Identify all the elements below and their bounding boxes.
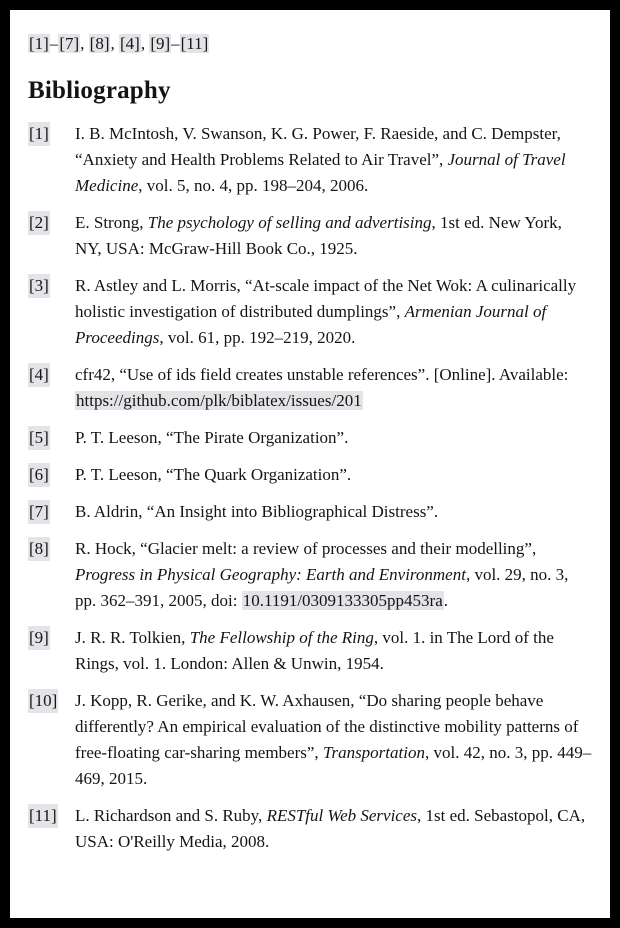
work-title: The psychology of selling and advertising bbox=[147, 213, 432, 232]
reference-entry bbox=[28, 625, 592, 677]
reference-entry bbox=[28, 273, 592, 351]
citation-ref-link[interactable]: [8] bbox=[89, 34, 110, 53]
citation-ref-link[interactable]: [1] bbox=[29, 34, 49, 53]
work-title: The Fellowship of the Ring bbox=[189, 628, 374, 647]
document-page bbox=[10, 10, 610, 918]
text-segment: L. Richardson and S. Ruby, bbox=[75, 806, 267, 825]
text-segment: P. T. Leeson, “The Quark Organization”. bbox=[75, 465, 352, 484]
reference-text bbox=[75, 273, 592, 351]
reference-label bbox=[28, 803, 75, 829]
citation-line bbox=[28, 31, 592, 57]
text-segment: J. R. R. Tolkien, bbox=[75, 628, 190, 647]
reference-text bbox=[75, 210, 592, 262]
work-title: RESTful Web Services bbox=[266, 806, 418, 825]
reference-entry bbox=[28, 210, 592, 262]
text-segment: P. T. Leeson, “The Pirate Organization”. bbox=[75, 428, 349, 447]
reference-label bbox=[28, 536, 75, 562]
reference-label bbox=[28, 121, 75, 147]
reference-label bbox=[28, 499, 75, 525]
work-title: Transportation bbox=[322, 743, 425, 762]
bibliography-heading: Bibliography bbox=[28, 77, 171, 104]
text-segment: E. Strong, bbox=[75, 213, 148, 232]
citation-ref-link[interactable]: [4] bbox=[119, 34, 140, 53]
citation-ref-link[interactable]: [9] bbox=[150, 34, 171, 53]
text-segment: B. Aldrin, “An Insight into Bibliographical Distress”. bbox=[75, 502, 439, 521]
reference-label-box: [11] bbox=[28, 804, 58, 828]
reference-label-box: [7] bbox=[28, 500, 50, 524]
reference-label-box: [5] bbox=[28, 426, 50, 450]
text-segment: cfr42, “Use of ids field creates unstable references”. [Online]. Available: bbox=[75, 365, 569, 384]
reference-text bbox=[75, 362, 592, 414]
external-link[interactable]: https://github.com/plk/biblatex/issues/201 bbox=[76, 391, 362, 410]
reference-entry bbox=[28, 499, 592, 525]
reference-label-box: [6] bbox=[28, 463, 50, 487]
text-segment: , vol. 29, no. 3, pp. 362–391, 2005, doi: bbox=[75, 565, 569, 610]
reference-label bbox=[28, 210, 75, 236]
reference-label-box: [2] bbox=[28, 211, 50, 235]
citation-separator: – bbox=[49, 34, 59, 53]
citation-ref-link[interactable]: [11] bbox=[180, 34, 209, 53]
citation-ref-link[interactable]: [7] bbox=[59, 34, 80, 53]
reference-entry bbox=[28, 425, 592, 451]
reference-label-box: [4] bbox=[28, 363, 50, 387]
text-segment: , 1st ed. New York, NY, USA: McGraw-Hill Book Co., 1925. bbox=[75, 213, 562, 258]
reference-label-box: [3] bbox=[28, 274, 50, 298]
reference-entry bbox=[28, 688, 592, 792]
text-segment: , 1st ed. Sebastopol, CA, USA: O'Reilly Media, 2008. bbox=[75, 806, 586, 851]
reference-label-box: [1] bbox=[28, 122, 50, 146]
reference-label bbox=[28, 273, 75, 299]
reference-entry bbox=[28, 803, 592, 855]
reference-text bbox=[75, 425, 592, 451]
work-title: Armenian Journal of Proceedings bbox=[75, 302, 547, 347]
text-segment: , vol. 42, no. 3, pp. 449–469, 2015. bbox=[75, 743, 592, 788]
reference-label bbox=[28, 362, 75, 388]
external-link[interactable]: 10.1191/0309133305pp453ra bbox=[242, 591, 443, 610]
reference-label-box: [9] bbox=[28, 626, 50, 650]
reference-text bbox=[75, 688, 592, 792]
reference-text bbox=[75, 462, 592, 488]
citation-separator: – bbox=[171, 34, 180, 53]
reference-text bbox=[75, 121, 592, 199]
text-segment: . bbox=[443, 591, 449, 610]
text-segment: , vol. 1. in The Lord of the Rings, vol. 1. London: Allen & Unwin, 1954. bbox=[75, 628, 554, 673]
reference-list bbox=[28, 121, 592, 855]
text-segment: , vol. 5, no. 4, pp. 198–204, 2006. bbox=[138, 176, 369, 195]
text-segment: R. Astley and L. Morris, “At-scale impact of the Net Wok: A culinarically holistic investigation of distributed dumplings”, bbox=[75, 276, 577, 321]
citation-separator: , bbox=[80, 34, 89, 53]
reference-entry bbox=[28, 121, 592, 199]
reference-text bbox=[75, 499, 592, 525]
reference-label bbox=[28, 625, 75, 651]
reference-label bbox=[28, 688, 75, 714]
reference-label-box: [10] bbox=[28, 689, 58, 713]
reference-entry bbox=[28, 362, 592, 414]
reference-text bbox=[75, 536, 592, 614]
reference-label bbox=[28, 425, 75, 451]
work-title: Journal of Travel Medicine bbox=[75, 150, 566, 195]
reference-text bbox=[75, 803, 592, 855]
text-segment: R. Hock, “Glacier melt: a review of processes and their modelling”, bbox=[75, 539, 537, 558]
reference-text bbox=[75, 625, 592, 677]
citation-separator: , bbox=[110, 34, 119, 53]
text-segment: , vol. 61, pp. 192–219, 2020. bbox=[159, 328, 356, 347]
text-segment: I. B. McIntosh, V. Swanson, K. G. Power, F. Raeside, and C. Dempster, “Anxiety and Health Problems Related to Air Travel”, bbox=[75, 124, 561, 169]
reference-label-box: [8] bbox=[28, 537, 50, 561]
reference-entry bbox=[28, 462, 592, 488]
reference-label bbox=[28, 462, 75, 488]
reference-entry bbox=[28, 536, 592, 614]
text-segment: J. Kopp, R. Gerike, and K. W. Axhausen, “Do sharing people behave differently? An empirical evaluation of the distinctive mobility patterns of free-floating car-sharing members”, bbox=[75, 691, 579, 762]
work-title: Progress in Physical Geography: Earth and Environment bbox=[75, 565, 466, 584]
citation-separator: , bbox=[140, 34, 150, 53]
